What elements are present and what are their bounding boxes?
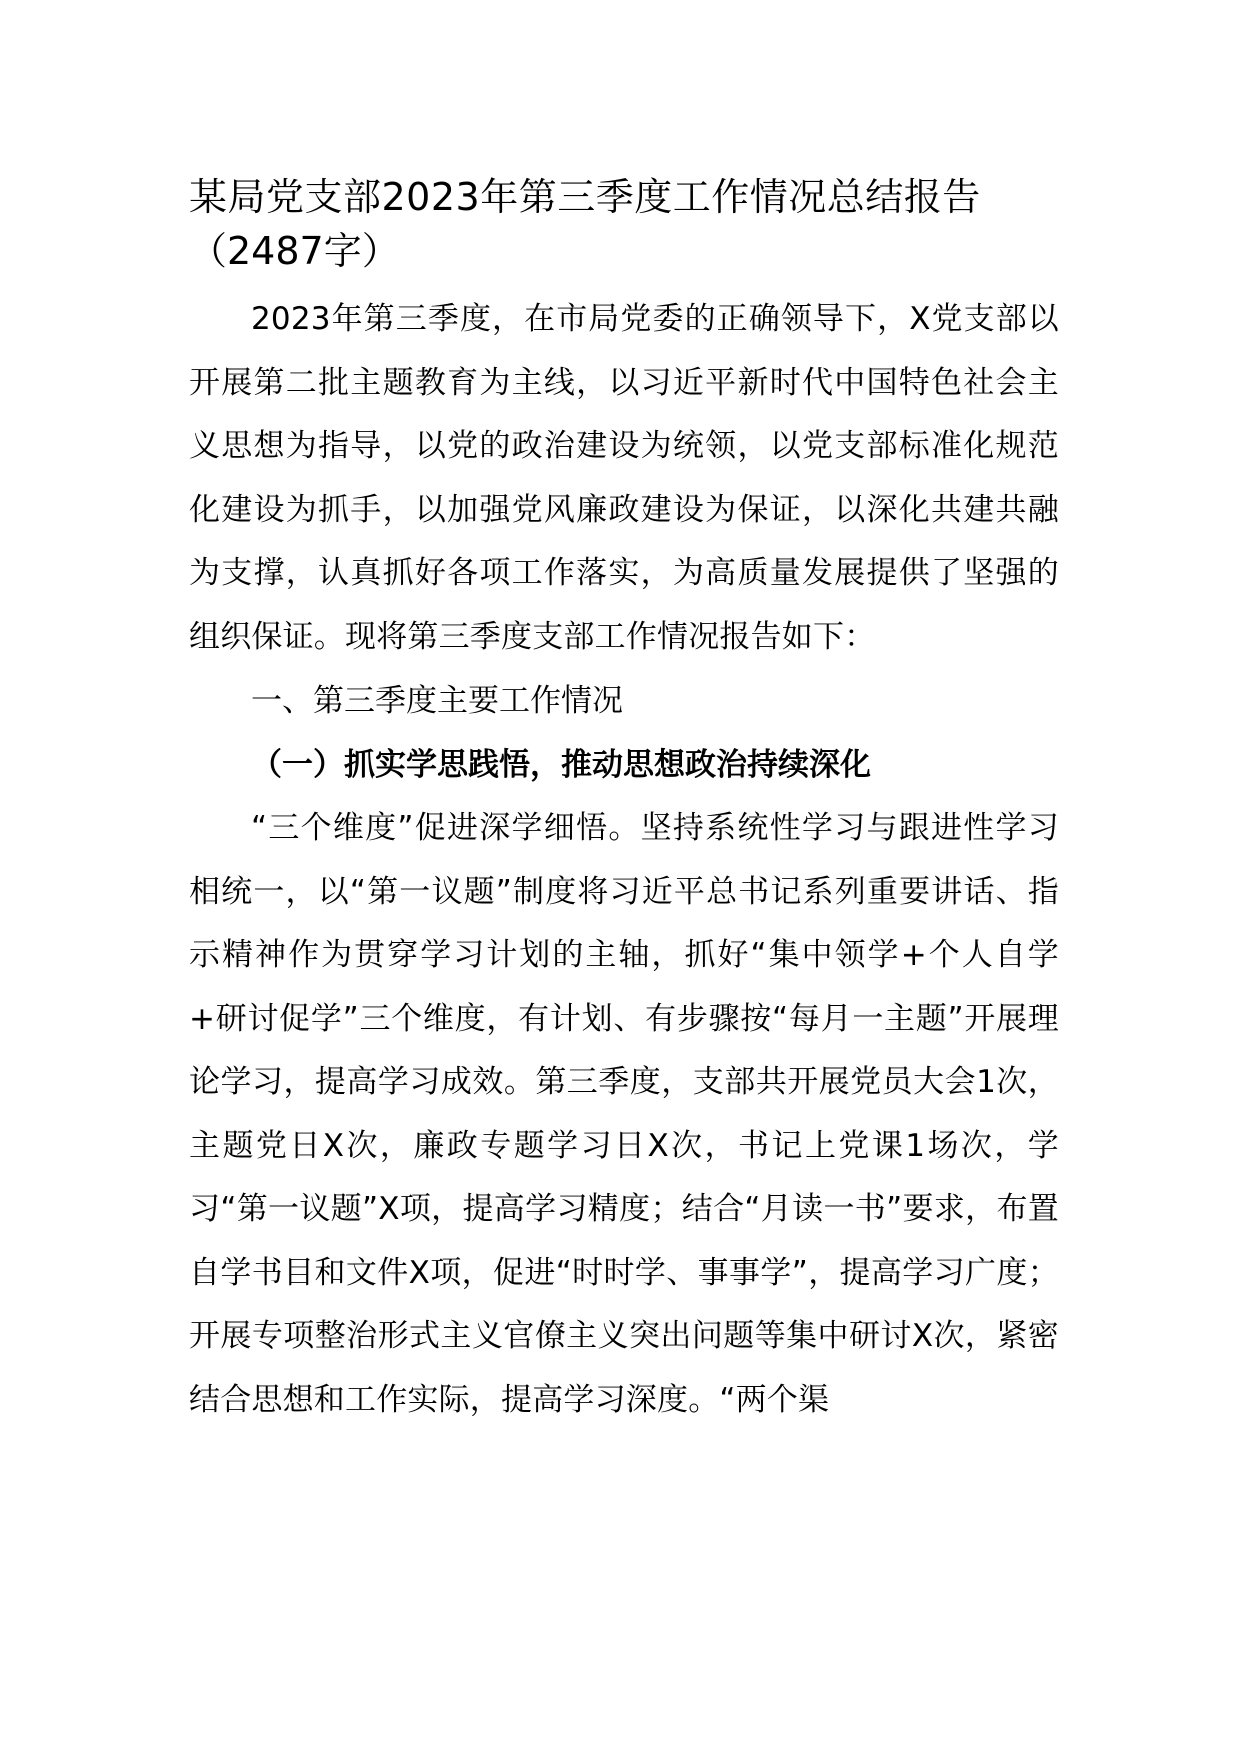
- subsection-heading: （一）抓实学思践悟，推动思想政治持续深化: [251, 747, 871, 783]
- intro-paragraph: 2023年第三季度，在市局党委的正确领导下，X党支部以开展第二批主题教育为主线，以习近平新时代中国特色社会主义思想为指导，以党的政治建设为统领，以党支部标准化规范化建设为抓手，以加强党风廉政建设为保证，以深化共建共融为支撑，认真抓好各项工作落实，为高质量发展提供了坚强的组织保证。现将第三季度支部工作情况报告如下：: [189, 301, 1059, 655]
- document-page: [189, 170, 1059, 1432]
- document-title: 某局党支部2023年第三季度工作情况总结报告: [189, 175, 981, 219]
- subsection-paragraph: “三个维度”促进深学细悟。坚持系统性学习与跟进性学习相统一，以“第一议题”制度将习近平总书记系列重要讲话、指示精神作为贯穿学习计划的主轴，抓好“集中领学+个人自学+研讨促学”三个维度，有计划、有步骤按“每月一主题”开展理论学习，提高学习成效。第三季度，支部共开展党员大会1次，主题党日X次，廉政专题学习日X次，书记上党课1场次，学习“第一议题”X项，提高学习精度；结合“月读一书”要求，布置自学书目和文件X项，促进“时时学、事事学”，提高学习广度；开展专项整治形式主义官僚主义突出问题等集中研讨X次，紧密结合思想和工作实际，提高学习深度。“两个渠: [189, 810, 1059, 1418]
- section-heading: 一、第三季度主要工作情况: [251, 683, 623, 719]
- document-word-count: （2487字）: [189, 229, 400, 273]
